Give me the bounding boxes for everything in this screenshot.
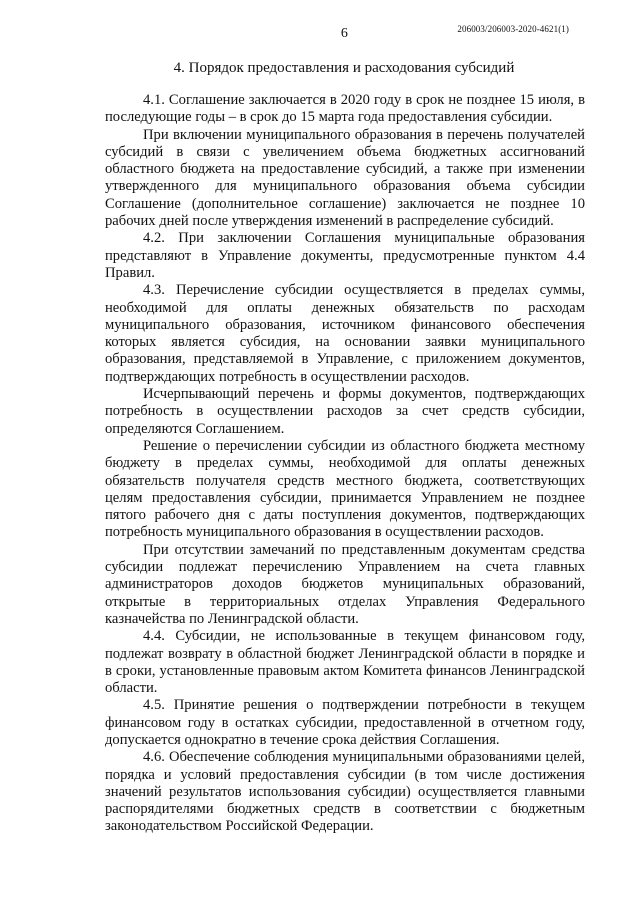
paragraph-4-2: 4.2. При заключении Соглашения муниципальные образования представляют в Управление документы, предусмотренные пунктом 4.4 Правил. [105, 230, 585, 281]
paragraph-subsidy-inclusion: При включении муниципального образования в перечень получателей субсидий в связи с увеличением объема бюджетных ассигнований областного бюджета на предоставление субсидий, а также при изменении утвержденного для муниципального образования объема субсидии Соглашение (дополнительное соглашение) заключается не позднее 10 рабочих дней после утверждения изменений в распределение субсидий. [105, 126, 585, 230]
paragraph-no-remarks: При отсутствии замечаний по представленным документам средства субсидии подлежат перечислению Управлением на счета главных администраторов доходов бюджетов муниципальных образований, открытые в территориальных отделах Управления Федерального казначейства по Ленинградской области. [105, 541, 585, 627]
document-body [105, 92, 585, 836]
paragraph-4-1: 4.1. Соглашение заключается в 2020 году в срок не позднее 15 июля, в последующие годы – в срок до 15 марта года предоставления субсидии. [105, 92, 585, 126]
paragraph-4-6: 4.6. Обеспечение соблюдения муниципальными образованиями целей, порядка и условий предоставления субсидии (в том числе достижения значений результатов использования субсидии) осуществляется главными распорядителями бюджетных средств в соответствии с бюджетным законодательством Российской Федерации. [105, 749, 585, 835]
paragraph-transfer-decision: Решение о перечислении субсидии из областного бюджета местному бюджету в пределах суммы, необходимой для оплаты денежных обязательств получателя средств местного бюджета, соответствующих целям предоставления субсидии, принимается Управлением не позднее пятого рабочего дня с даты поступления документов, подтверждающих потребность муниципального образования в осуществлении расходов. [105, 437, 585, 541]
page-number: 6 [340, 26, 349, 41]
section-title: 4. Порядок предоставления и расходования субсидий [173, 60, 515, 76]
paragraph-4-5: 4.5. Принятие решения о подтверждении потребности в текущем финансовом году в остатках субсидии, предоставленной в отчетном году, допускается однократно в течение срока действия Соглашения. [105, 697, 585, 748]
document-id: 206003/206003-2020-4621(1) [457, 24, 569, 34]
paragraph-4-3: 4.3. Перечисление субсидии осуществляется в пределах суммы, необходимой для оплаты денежных обязательств по расходам муниципального образования, источником финансового обеспечения которых является субсидия, на основании заявки муниципального образования, представляемой в Управление, с приложением документов, подтверждающих потребность в осуществлении расходов. [105, 282, 585, 385]
paragraph-documents-list: Исчерпывающий перечень и формы документов, подтверждающих потребность в осуществлении расходов за счет средств субсидии, определяются Соглашением. [105, 386, 585, 437]
paragraph-4-4: 4.4. Субсидии, не использованные в текущем финансовом году, подлежат возврату в областной бюджет Ленинградской области в порядке и в сроки, установленные правовым актом Комитета финансов Ленинградской области. [105, 628, 585, 697]
